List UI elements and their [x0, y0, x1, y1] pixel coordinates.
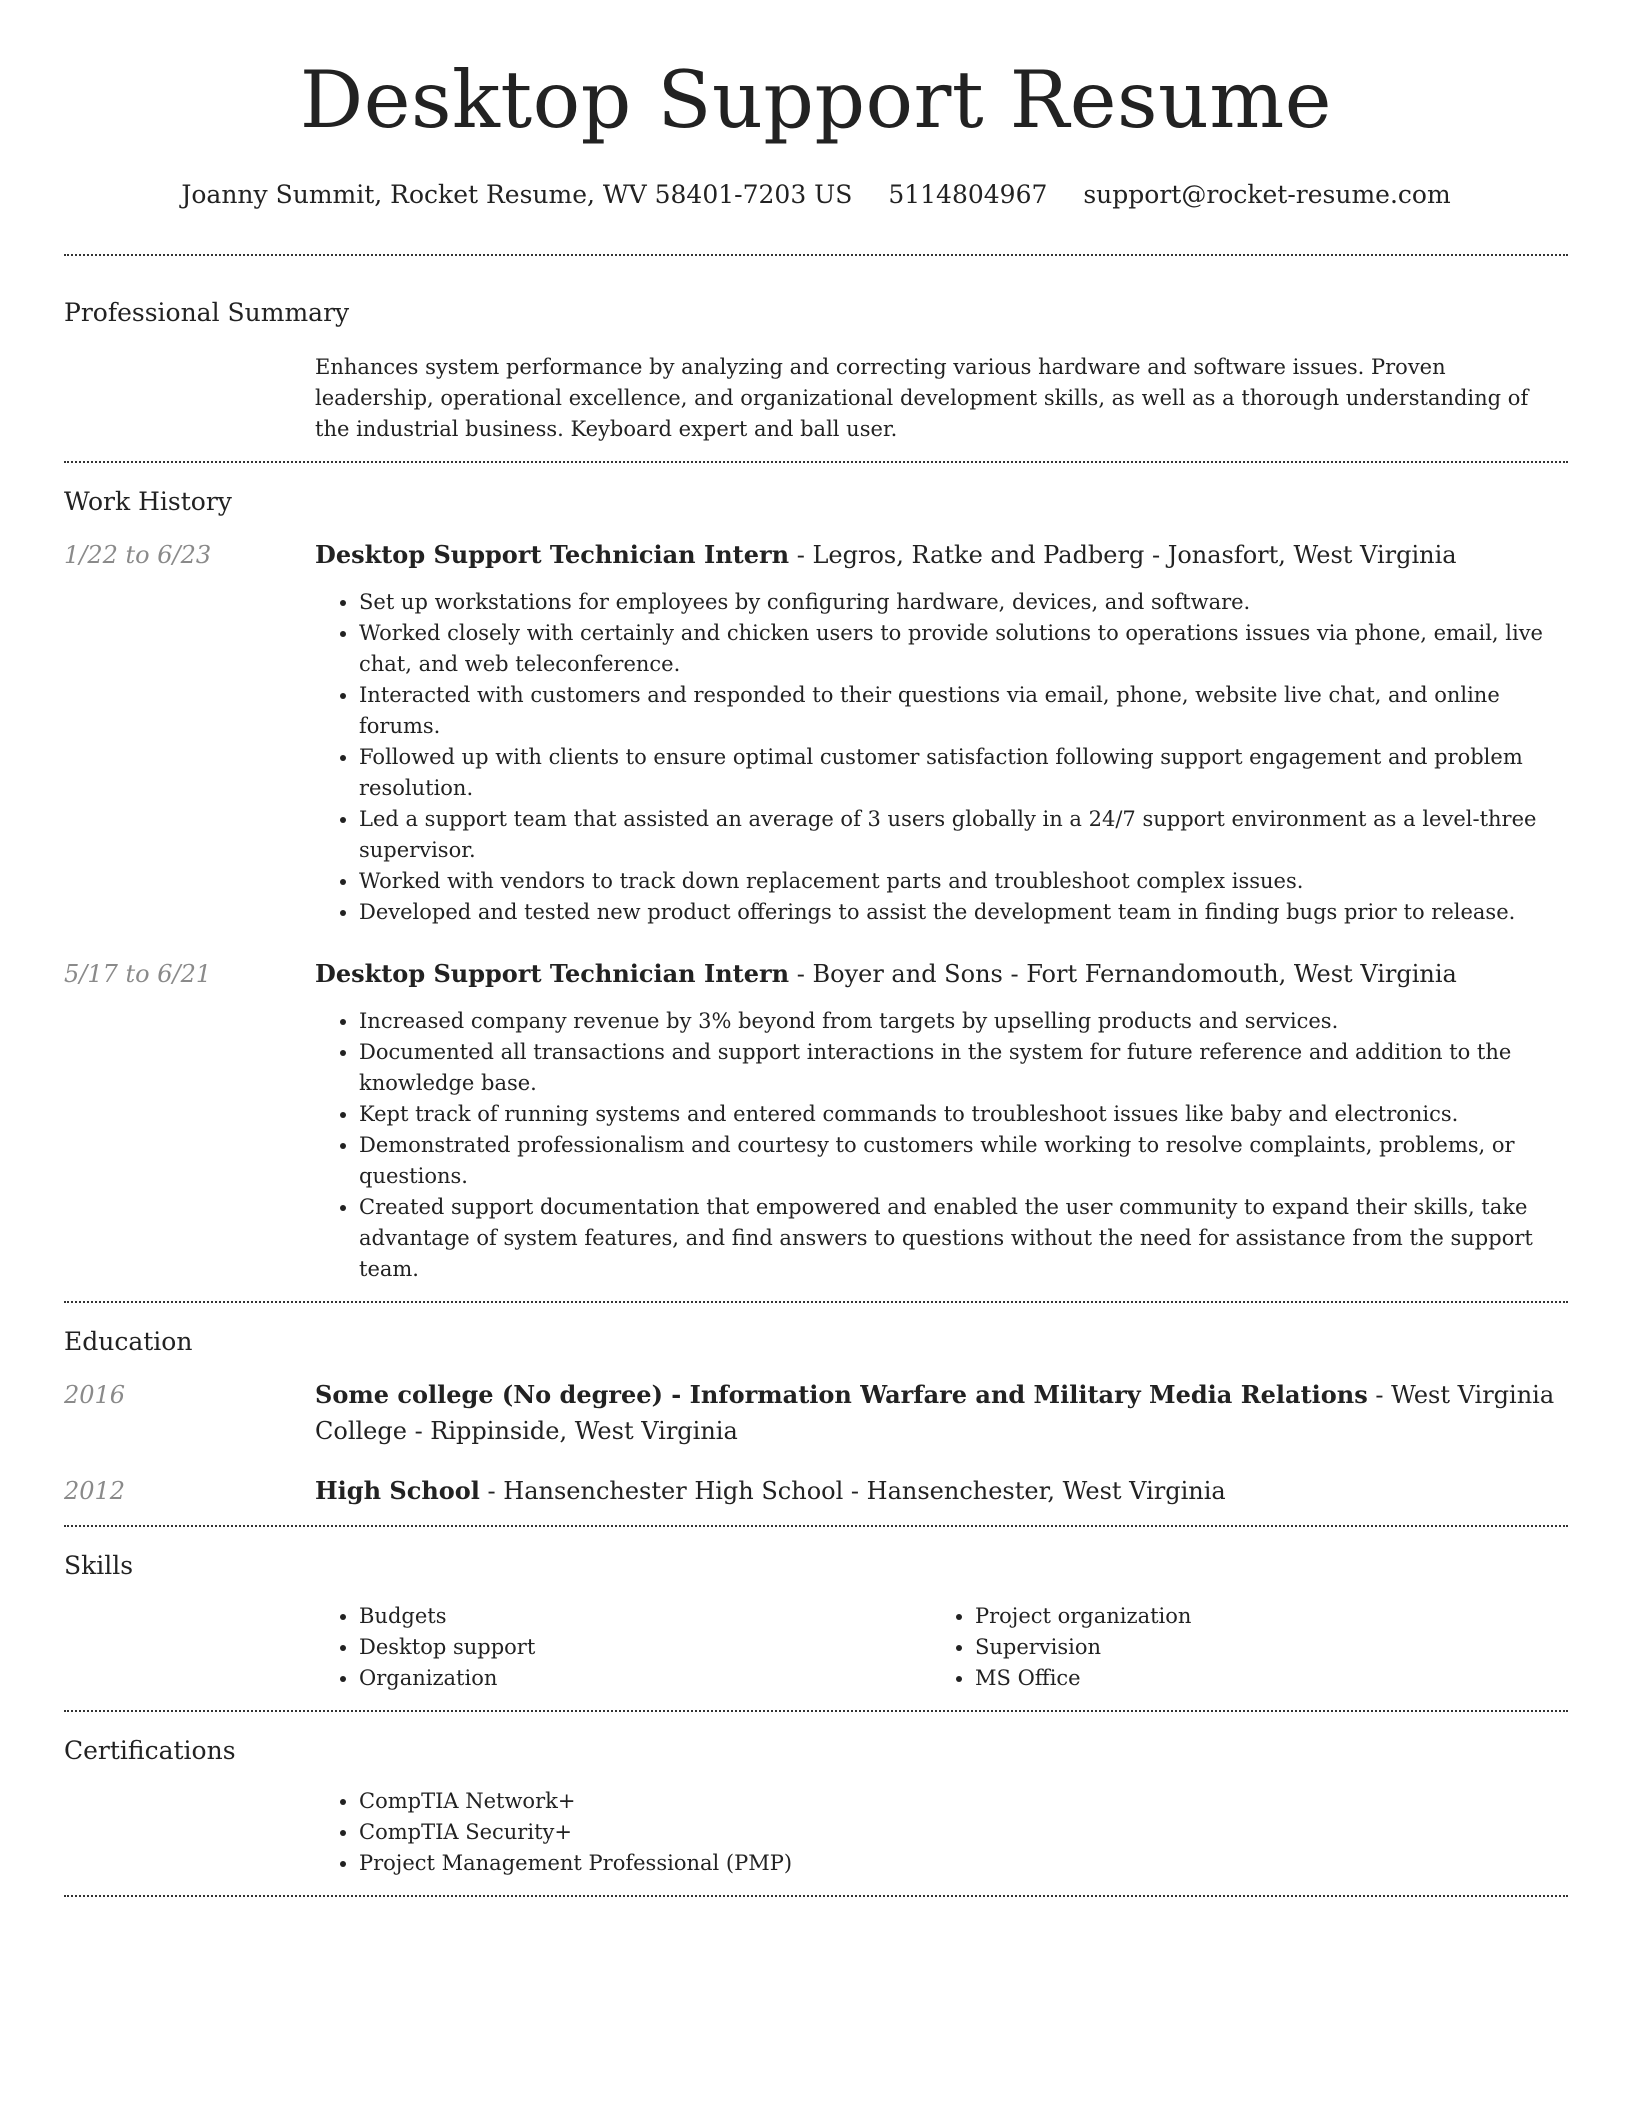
education-year: 2012	[64, 1477, 126, 1505]
skills-grid	[315, 1601, 1568, 1694]
job-role: Desktop Support Technician Intern	[315, 959, 790, 988]
skills-column-left	[315, 1601, 931, 1694]
education-body	[315, 1377, 1568, 1449]
job-bullet: • Led a support team that assisted an average of 3 users globally in a 24/7 support environment as a level-three supervisor.	[359, 804, 1568, 866]
education-body	[315, 1473, 1568, 1509]
job-entry	[64, 537, 1568, 928]
job-bullet: • Increased company revenue by 3% beyond from targets by upselling products and services.	[359, 1006, 1568, 1037]
job-bullet: • Worked closely with certainly and chicken users to provide solutions to operations issues via phone, email, live chat, and web teleconference.	[359, 618, 1568, 680]
skills-section	[64, 1527, 1568, 1710]
summary-text: Enhances system performance by analyzing and correcting various hardware and software issues. Proven leadership, operational excellence, and organizational development skills, as well as a thorough understanding of the industrial business. Keyboard expert and ball user.	[315, 355, 1529, 441]
skill-item: • Project organization	[975, 1601, 1547, 1632]
contact-phone: 5114804967	[888, 180, 1048, 209]
job-bullet: • Worked with vendors to track down replacement parts and troubleshoot complex issues.	[359, 866, 1568, 897]
job-bullet: • Documented all transactions and support interactions in the system for future reference and addition to the knowledge base.	[359, 1037, 1568, 1099]
skills-column-right	[931, 1601, 1547, 1694]
contact-address: Joanny Summit, Rocket Resume, WV 58401-7203 US	[181, 180, 853, 209]
job-dates: 1/22 to 6/23	[64, 541, 212, 569]
contact-email: support@rocket-resume.com	[1083, 180, 1451, 209]
job-bullet: • Interacted with customers and responded to their questions via email, phone, website live chat, and online forums.	[359, 680, 1568, 742]
job-heading	[315, 956, 1568, 992]
job-dates: 5/17 to 6/21	[64, 960, 212, 988]
certification-item: • Project Management Professional (PMP)	[359, 1848, 1568, 1879]
education-section	[64, 1303, 1568, 1525]
skill-item: • Budgets	[359, 1601, 931, 1632]
skill-item: • MS Office	[975, 1663, 1547, 1694]
skill-item: • Desktop support	[359, 1632, 931, 1663]
job-bullet: • Created support documentation that empowered and enabled the user community to expand their skills, take advantage of system features, and find answers to questions without the need for assistance from the support team.	[359, 1192, 1568, 1285]
education-entry	[64, 1377, 1568, 1449]
job-bullets	[315, 587, 1568, 928]
contact-line	[64, 178, 1568, 212]
education-heading: Education	[64, 1327, 193, 1356]
education-heading-line	[315, 1377, 1568, 1449]
divider	[64, 1895, 1568, 1897]
job-bullet: • Set up workstations for employees by configuring hardware, devices, and software.	[359, 587, 1568, 618]
education-entry	[64, 1473, 1568, 1509]
skills-heading: Skills	[64, 1551, 134, 1580]
job-body	[315, 537, 1568, 928]
summary-heading: Professional Summary	[64, 298, 350, 327]
certifications-heading: Certifications	[64, 1736, 236, 1765]
certifications-section	[64, 1712, 1568, 1895]
job-heading	[315, 537, 1568, 573]
education-degree: High School	[315, 1476, 480, 1505]
job-bullet: • Demonstrated professionalism and courtesy to customers while working to resolve complaints, problems, or questions.	[359, 1130, 1568, 1192]
work-history-heading: Work History	[64, 487, 232, 516]
job-role: Desktop Support Technician Intern	[315, 540, 790, 569]
certifications-list	[315, 1786, 1568, 1879]
education-details: - Hansenchester High School - Hansenchester, West Virginia	[479, 1477, 1226, 1505]
summary-section	[64, 256, 1568, 461]
skill-item: • Supervision	[975, 1632, 1547, 1663]
certification-item: • CompTIA Network+	[359, 1786, 1568, 1817]
education-year: 2016	[64, 1381, 126, 1409]
job-bullet: • Kept track of running systems and entered commands to troubleshoot issues like baby and electronics.	[359, 1099, 1568, 1130]
job-bullet: • Developed and tested new product offerings to assist the development team in finding bugs prior to release.	[359, 897, 1568, 928]
job-details: - Boyer and Sons - Fort Fernandomouth, West Virginia	[789, 960, 1457, 988]
resume-title: Desktop Support Resume	[299, 54, 1333, 146]
skill-item: • Organization	[359, 1663, 931, 1694]
education-heading-line	[315, 1473, 1568, 1509]
education-degree: Some college (No degree) - Information Warfare and Military Media Relations	[315, 1380, 1368, 1409]
certification-item: • CompTIA Security+	[359, 1817, 1568, 1848]
resume-header	[64, 0, 1568, 212]
job-bullets	[315, 1006, 1568, 1285]
job-entry	[64, 956, 1568, 1285]
education-details: - West Virginia College - Rippinside, West Virginia	[315, 1381, 1555, 1445]
work-history-section	[64, 463, 1568, 1301]
job-bullet: • Followed up with clients to ensure optimal customer satisfaction following support engagement and problem resolution.	[359, 742, 1568, 804]
job-body	[315, 956, 1568, 1285]
job-details: - Legros, Ratke and Padberg - Jonasfort, West Virginia	[789, 541, 1457, 569]
